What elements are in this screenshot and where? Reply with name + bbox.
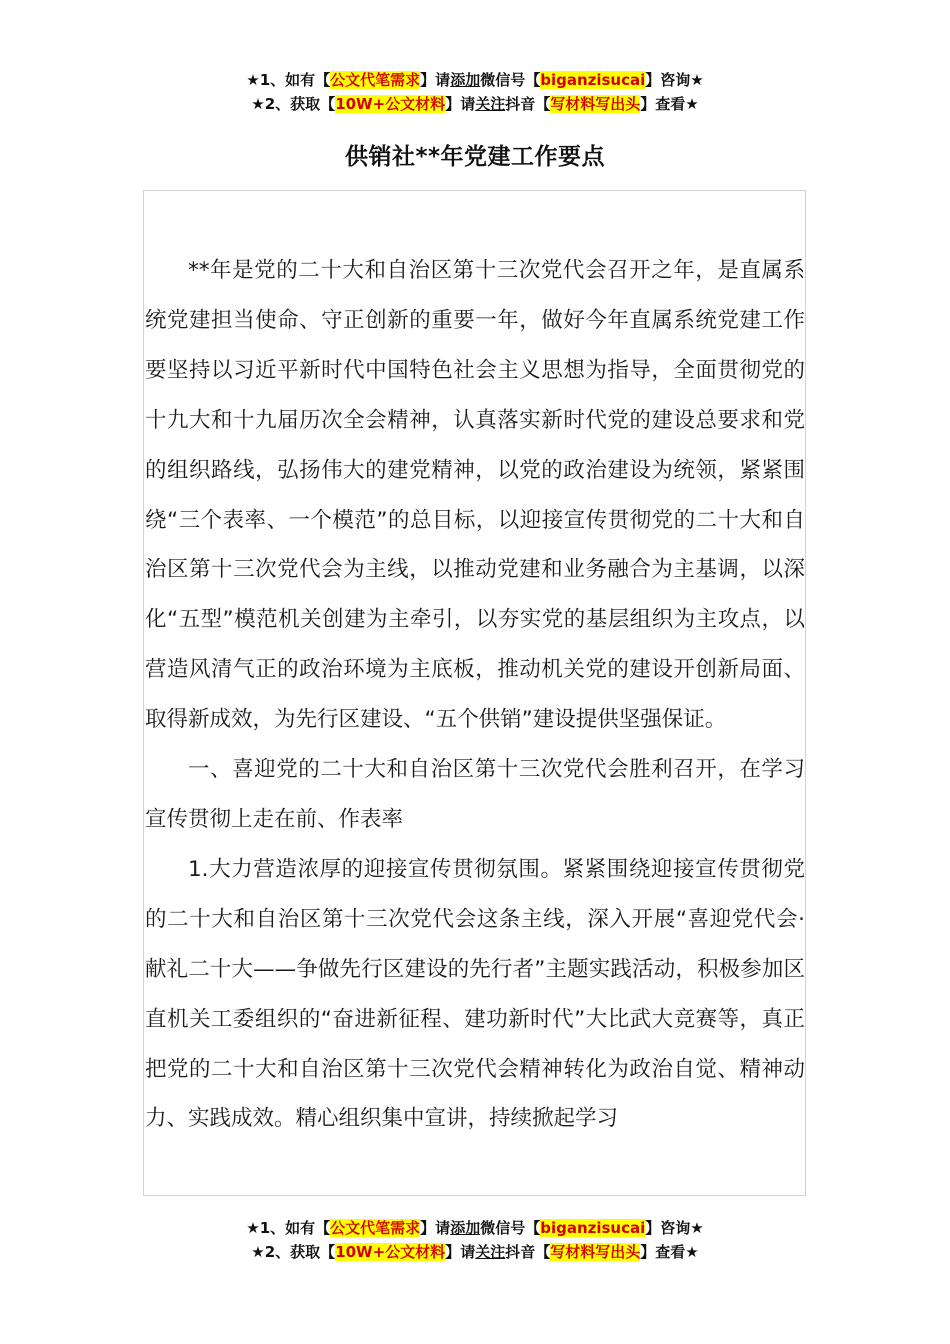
paragraph-item-1: 1.大力营造浓厚的迎接宣传贯彻氛围。紧紧围绕迎接宣传贯彻党的二十大和自治区第十三次党代会这条主线，深入开展“喜迎党代会·献礼二十大——争做先行区建设的先行者”主题实践活动，积极参加区直机关工委组织的“奋进新征程、建功新时代”大比武大竞赛等，真正把党的二十大和自治区第十三次党代会精神转化为政治自觉、精神动力、实践成效。精心组织集中宣讲，持续掀起学习: [145, 856, 805, 1132]
promo-text: 】咨询★: [645, 1219, 704, 1237]
promo-text: ★2、获取【: [251, 1243, 336, 1261]
promo-text: 抖音【: [505, 1243, 551, 1261]
promo-text: 】查看★: [640, 95, 699, 113]
promo-highlight-wechat-id: biganzisucai: [540, 71, 646, 89]
promo-text: 】请: [420, 71, 451, 89]
promo-text: 微信号【: [480, 1219, 541, 1237]
paragraph-intro: **年是党的二十大和自治区第十三次党代会召开之年，是直属系统党建担当使命、守正创新的重要一年，做好今年直属系统党建工作要坚持以习近平新时代中国特色社会主义思想为指导，全面贯彻党的十九大和十九届历次全会精神，认真落实新时代党的建设总要求和党的组织路线，弘扬伟大的建党精神，以党的政治建设为统领，紧紧围绕“三个表率、一个模范”的总目标，以迎接宣传贯彻党的二十大和自治区第十三次党代会为主线，以推动党建和业务融合为主基调，以深化“五型”模范机关创建为主牵引，以夯实党的基层组织为主攻点，以营造风清气正的政治环境为主底板，推动机关党的建设开创新局面、取得新成效，为先行区建设、“五个供销”建设提供坚强保证。: [145, 258, 805, 733]
document-title: 供销社**年党建工作要点: [344, 144, 606, 170]
promo-underline-text: 添加: [450, 1219, 481, 1237]
promo-underline-text: 添加: [450, 71, 481, 89]
header-promo-banner: [0, 68, 950, 116]
promo-highlight: 公文代笔需求: [330, 71, 421, 89]
promo-text: 】请: [445, 1243, 476, 1261]
promo-highlight: 10W+公文材料: [335, 1243, 446, 1261]
promo-text: 】请: [445, 95, 476, 113]
promo-highlight: 10W+公文材料: [335, 95, 446, 113]
section-heading-1: 一、喜迎党的二十大和自治区第十三次党代会胜利召开，在学习宣传贯彻上走在前、作表率: [145, 757, 805, 832]
promo-text: 】咨询★: [645, 71, 704, 89]
promo-highlight-wechat-id: biganzisucai: [540, 1219, 646, 1237]
promo-text: 】请: [420, 1219, 451, 1237]
promo-underline-text: 关注: [475, 1243, 506, 1261]
promo-text: 抖音【: [505, 95, 551, 113]
promo-line-2: [0, 1240, 950, 1264]
promo-text: 微信号【: [480, 71, 541, 89]
promo-text: ★1、如有【: [246, 71, 331, 89]
promo-highlight-douyin: 写材料写出头: [550, 1243, 641, 1261]
promo-highlight: 公文代笔需求: [330, 1219, 421, 1237]
promo-line-1: [0, 1216, 950, 1240]
promo-line-2: [0, 92, 950, 116]
document-body: [145, 246, 805, 1144]
promo-highlight-douyin: 写材料写出头: [550, 95, 641, 113]
promo-line-1: [0, 68, 950, 92]
promo-text: ★1、如有【: [246, 1219, 331, 1237]
promo-text: ★2、获取【: [251, 95, 336, 113]
document-body-frame: [143, 190, 806, 1196]
footer-promo-banner: [0, 1216, 950, 1264]
promo-underline-text: 关注: [475, 95, 506, 113]
promo-text: 】查看★: [640, 1243, 699, 1261]
